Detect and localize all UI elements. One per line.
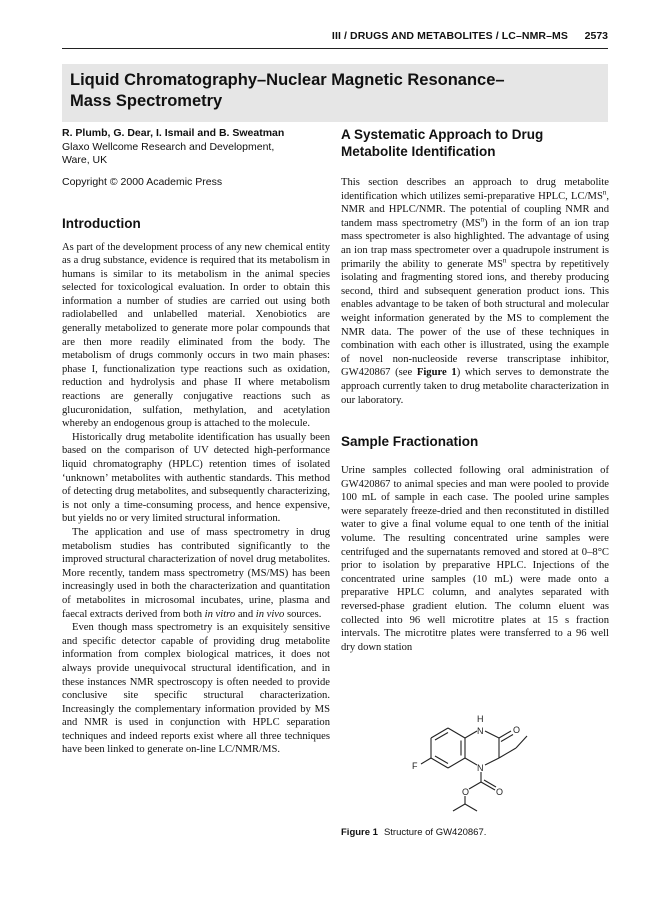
right-column <box>341 126 609 654</box>
sample-fractionation-heading: Sample Fractionation <box>341 434 479 450</box>
superscript-n: n <box>502 256 507 265</box>
atom-f: F <box>412 761 418 771</box>
intro-paragraph-4: Even though mass spectrometry is an exquisitely sensitive and specific detector capable of providing drug metabolite information from complex biological matrices, it does not always provide unequivocal structural identification, and in these instances NMR spectroscopy is often needed to provide conclusive site specific structural characterization. Increasingly the complementary information provided by MS and NMR is used in conjunction with HPLC separation techniques and indeed reports exist where all three techniques have been linked to generate on-line LC/NMR/MS. <box>62 622 330 756</box>
systematic-approach-heading <box>341 126 609 160</box>
heading-line-1: A Systematic Approach to Drug <box>341 127 544 142</box>
figure-label: Figure 1 <box>341 827 378 838</box>
systematic-paragraph <box>341 176 609 407</box>
superscript-n: n <box>480 215 485 224</box>
gw420867-structure <box>409 706 559 824</box>
intro-p3-end: sources. <box>284 608 322 620</box>
author-block <box>62 127 330 189</box>
figure-caption <box>341 827 486 838</box>
running-header <box>62 30 608 49</box>
atom-o-carbonyl: O <box>513 725 521 735</box>
heading-line-2: Metabolite Identification <box>341 144 496 159</box>
author-names: R. Plumb, G. Dear, I. Ismail and B. Sweatman <box>62 127 285 139</box>
in-vivo-term: in vivo <box>255 608 285 620</box>
author-affiliation: Glaxo Wellcome Research and Development, <box>62 140 275 153</box>
title-band <box>62 64 608 122</box>
introduction-heading: Introduction <box>62 215 141 231</box>
figure-1 <box>341 706 609 846</box>
atom-o-carbamate: O <box>496 787 504 797</box>
author-location: Ware, UK <box>62 154 108 166</box>
sys-text-3: ) in the form of an ion trap mass spectrometer is also highlighted. The advantage of using an ion trap mass spectrometer over a quadrupole instrument is primarily the ability to generate MS <box>341 217 609 270</box>
intro-paragraph-2: Historically drug metabolite identification has usually been based on the comparison of UV detected high-performance liquid chromatography (HPLC) retention times of isolated ‘unknown’ metabolites with authentic standards. This method of detecting drug metabolites, and subsequently characterizing, is not only a time-consuming process, and hence expensive, but yields no or very limited structural information. <box>62 431 330 525</box>
sys-text-4: spectra by repetitively isolating and fragmenting stored ions, and thereby producing second, third and subsequent generation product ions. This enables advantage to be taken of both structural and molecular weight information generated by the MS to complement the NMR data. The power of the use of these techniques in combination with each other is illustrated, using the example of novel non-nucleoside reverse transcriptase inhibitor, GW420867 (see <box>341 258 609 379</box>
atom-n-top: N <box>477 726 484 736</box>
in-vitro-term: in vitro <box>204 608 236 620</box>
intro-paragraph-1: As part of the development process of any new chemical entity as a drug substance, evidence is required that its metabolism in humans is similar to its metabolism in the animal species selected for toxicological evaluation. In order to obtain this information a number of studies are carried out using both radiolabelled and unlabelled material. Xenobiotics are generally metabolized to generate more polar compounds that are then more readily eliminated from the body. The metabolism of drugs commonly occurs in two main phases: phase I, functionalization type reactions such as oxidation, reduction and hydrolysis and phase II where metabolism reactions are generally conjugative reactions such as glucuronidation, sulfation, methylation, and acetylation whereby an endogenous group is attached to the molecule. <box>62 241 330 430</box>
left-column <box>62 126 330 757</box>
fractionation-paragraph: Urine samples collected following oral administration of GW420867 to animal species and man were pooled to provide 100 mL of sample in each case. The pooled urine samples were separately freeze-dried and then reconstituted in distilled water to give a final volume equal to one tenth of the initial volume. The resulting concentrated urine samples were centrifuged and the supernatants removed and stored at 0–8°C prior to isolation by preparative HPLC. Injections of the concentrated urine samples (10 mL) were made onto a preparative HPLC column, and analytes separated with reversed-phase gradient elution. The column eluent was collected into 96 well microtitre plates at 15 s fraction intervals. The microtitre plates were transferred to a 96 well dry down station <box>341 465 609 653</box>
intro-p3-and: and <box>235 608 256 620</box>
sys-text-5: ) which serves to demonstrate the approach currently taken to drug metabolite characterization in our laboratory. <box>341 367 609 406</box>
sys-text-1: This section describes an approach to drug metabolite identification which utilizes semi-preparative HPLC, LC/MS <box>341 177 609 202</box>
sys-text-2: , NMR and HPLC/NMR. The potential of coupling NMR and tandem mass spectrometry (MS <box>341 190 609 229</box>
atom-h: H <box>477 714 484 724</box>
page-number: 2573 <box>584 30 608 42</box>
copyright-notice: Copyright © 2000 Academic Press <box>62 175 223 188</box>
article-title: Liquid Chromatography–Nuclear Magnetic Resonance– Mass Spectrometry <box>70 71 505 110</box>
journal-section: III / DRUGS AND METABOLITES / LC–NMR–MS <box>331 30 568 42</box>
intro-p3-text: The application and use of mass spectrometry in drug metabolism studies has contributed significantly to the improved structural characterization of novel drug metabolites. More recently, tandem mass spectrometry (MS/MS) has been increasingly used in both the characterization and quantitation of metabolites in microsomal incubates, urine, plasma and faecal extracts derived from both <box>62 526 330 620</box>
atom-o-ether: O <box>462 787 470 797</box>
figure-reference: Figure 1 <box>416 367 457 379</box>
intro-paragraph-3 <box>62 526 330 621</box>
figure-caption-text: Structure of GW420867. <box>383 827 487 838</box>
superscript-n: n <box>602 188 607 197</box>
atom-n-bottom: N <box>477 763 484 773</box>
